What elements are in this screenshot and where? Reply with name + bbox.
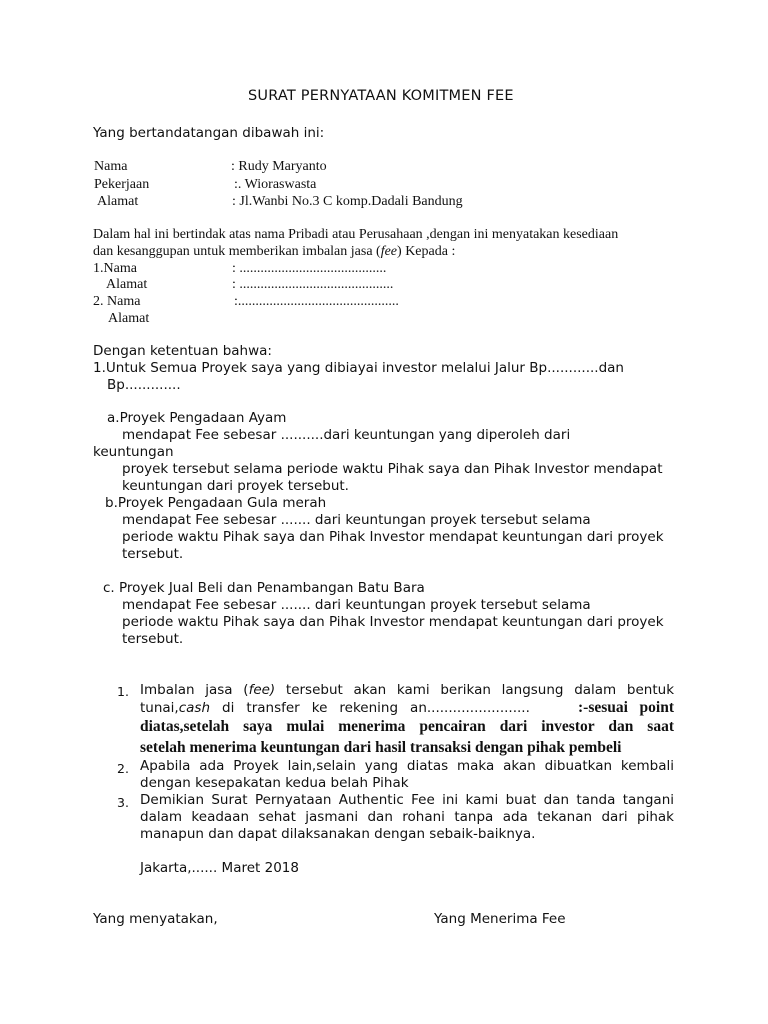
- section-b-line-3: tersebut.: [122, 546, 184, 562]
- point-2-line-1: Apabila ada Proyek lain,selain yang diatas maka akan dibuatkan kembali: [140, 758, 674, 774]
- recipient-1-alamat-value: : ............................................: [232, 277, 394, 292]
- recipient-1-nama-label: 1.Nama: [93, 261, 137, 276]
- section-b-line-1: mendapat Fee sebesar ....... dari keuntungan proyek tersebut selama: [122, 512, 591, 528]
- statement-line-2: [93, 243, 455, 260]
- point-3-line-1: Demikian Surat Pernyataan Authentic Fee ini kami buat dan tanda tangani: [140, 792, 674, 808]
- nama-value: : Rudy Maryanto: [231, 159, 327, 174]
- section-b-title: b.Proyek Pengadaan Gula merah: [105, 495, 327, 511]
- document-title: SURAT PERNYATAAN KOMITMEN FEE: [248, 88, 514, 104]
- recipient-1-nama-value: : ..........................................: [232, 261, 387, 276]
- point-1-line-1: [140, 682, 674, 699]
- point-3-line-2: dalam keadaan sehat jasmani dan rohani tanpa ada tekanan dari pihak: [140, 809, 674, 825]
- section-a-line-2: keuntungan: [93, 444, 174, 460]
- signature-right-label: Yang Menerima Fee: [434, 911, 566, 927]
- statement-line-1: Dalam hal ini bertindak atas nama Pribadi atau Perusahaan ,dengan ini menyatakan kesediaan: [93, 227, 619, 242]
- point-3-line-3: manapun dan dapat dilaksanakan dengan sebaik-baiknya.: [140, 826, 536, 842]
- intro-text: Yang bertandatangan dibawah ini:: [93, 125, 325, 141]
- pekerjaan-value: :. Wioraswasta: [234, 177, 317, 192]
- section-c-line-2: periode waktu Pihak saya dan Pihak Investor mendapat keuntungan dari proyek: [122, 614, 664, 630]
- section-a-title: a.Proyek Pengadaan Ayam: [107, 410, 287, 426]
- point-2-line-2: dengan kesepakatan kedua belah Pihak: [140, 775, 409, 791]
- point-1-fee-italic: fee): [248, 682, 276, 698]
- section-a-line-3: proyek tersebut selama periode waktu Pihak saya dan Pihak Investor mendapat: [122, 461, 663, 477]
- point-1-text-a: Imbalan jasa (: [140, 682, 249, 698]
- point-1-line-3: diatas,setelah saya mulai menerima pencairan dari investor dan saat: [140, 718, 674, 735]
- terms-item-1-line-2: Bp.............: [107, 377, 181, 393]
- alamat-label: Alamat: [97, 194, 139, 209]
- place-date: Jakarta,...... Maret 2018: [140, 860, 299, 876]
- terms-heading: Dengan ketentuan bahwa:: [93, 343, 272, 359]
- point-1-cash-italic: cash: [178, 700, 211, 716]
- signature-left-label: Yang menyatakan,: [93, 911, 218, 927]
- recipient-1-alamat-label: Alamat: [106, 277, 148, 292]
- point-1-tunai: tunai,: [140, 700, 179, 716]
- section-b-line-2: periode waktu Pihak saya dan Pihak Investor mendapat keuntungan dari proyek: [122, 529, 664, 545]
- point-1-sesuai-point: :-sesuai point: [578, 699, 675, 716]
- statement-line-2-text: dan kesanggupan untuk memberikan imbalan jasa (: [93, 244, 381, 259]
- list-number-2: 2.: [117, 761, 129, 776]
- point-1-line-4: setelah menerima keuntungan dari hasil transaksi dengan pihak pembeli: [140, 739, 622, 756]
- nama-label: Nama: [94, 159, 128, 174]
- point-1-text-b: tersebut akan kami berikan langsung dalam bentuk: [275, 682, 675, 698]
- terms-item-1-line-1: 1.Untuk Semua Proyek saya yang dibiayai investor melalui Jalur Bp............dan: [93, 360, 624, 376]
- statement-line-2-end: ) Kepada :: [397, 244, 456, 259]
- point-1-line-2: [140, 699, 674, 717]
- section-c-title: c. Proyek Jual Beli dan Penambangan Batu Bara: [103, 580, 425, 596]
- section-c-line-3: tersebut.: [122, 631, 184, 647]
- list-number-3: 3.: [117, 795, 129, 810]
- section-a-line-1: mendapat Fee sebesar ..........dari keuntungan yang diperoleh dari: [122, 427, 571, 443]
- recipient-2-nama-label: 2. Nama: [93, 294, 141, 309]
- recipient-2-nama-value: :..............................................: [234, 294, 399, 309]
- list-number-1: 1.: [117, 684, 129, 699]
- section-c-line-1: mendapat Fee sebesar ....... dari keuntungan proyek tersebut selama: [122, 597, 591, 613]
- alamat-value: : Jl.Wanbi No.3 C komp.Dadali Bandung: [232, 194, 463, 209]
- section-a-line-4: keuntungan dari proyek tersebut.: [122, 478, 349, 494]
- point-1-rekening: di transfer ke rekening an........................: [210, 700, 530, 716]
- recipient-2-alamat-label: Alamat: [108, 311, 150, 326]
- pekerjaan-label: Pekerjaan: [94, 177, 150, 192]
- statement-fee-italic: fee: [380, 244, 398, 259]
